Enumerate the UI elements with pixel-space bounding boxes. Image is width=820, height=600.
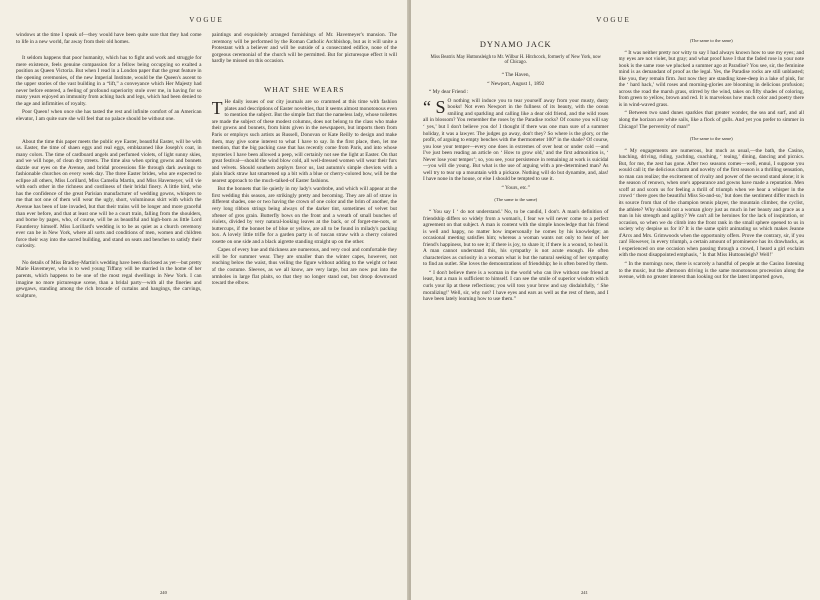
paragraph: paintings and exquisitely arranged furnishings of Mr. Havemeyer's mansion. The ceremony will be performed by the Roman Catholic Archbishop, but as it will unite a Protestant with a believer and will be outside of a consecrated edifice, none of the gorgeous ceremonial of the church will be permitted. But for picturesque effect it will hardly be missed on this occasion. xyxy=(211,32,397,65)
letter-date: “ Newport, August 1, 1892 xyxy=(487,80,545,87)
right-columns xyxy=(423,32,804,584)
letter-salutation: “ My dear Friend : xyxy=(429,89,469,96)
paragraph-dropcap xyxy=(212,99,398,184)
letter-label: (The same to the same) xyxy=(494,197,538,203)
article-subtitle: Miss Beatrix May Huttonsleigh to Mr. Wilbur H. Hitchcock, formerly of New York, now of Chicago. xyxy=(430,54,602,66)
left-page xyxy=(0,0,409,600)
page-header-right: VOGUE xyxy=(596,16,631,24)
drop-cap-letter: “ S xyxy=(423,96,446,117)
page-header-left: VOGUE xyxy=(189,16,224,24)
letter-label: (The same to the same) xyxy=(689,136,733,142)
left-column-2 xyxy=(212,32,398,584)
left-columns xyxy=(16,32,397,584)
paragraph: No details of Miss Bradley-Martin's wedding have been disclosed as yet—but pretty Marie Havemeyer, who is to wed young Tiffany will be married in the home of her parents, which happens to be one of the most regal dwellings in New York. I can imagine no more picturesque scene, than a bridal party—with all the fineries and gewgaws, standing among the rich brocade of curtains and hangings, the carvings, sculpture, xyxy=(16,259,202,299)
letter-label: (The same to the same) xyxy=(689,38,733,43)
paragraph-dropcap xyxy=(423,98,609,183)
section-title: WHAT SHE WEARS xyxy=(264,84,345,94)
left-column-1 xyxy=(16,32,202,584)
letter-place: “ The Haven, xyxy=(501,72,530,79)
paragraph: Capes of every hue and thickness are numerous, and very cool and comfortable they will be for summer wear. They are smaller than the winter capes, however, not reaching below the waist, thus veiling the figure without adding to the weight or heat of the costume. Sleeves, as we all know, are very large, but are now put into the armholes in large flat plaits, so that they no longer stand out, but droop downward toward the elbow. xyxy=(211,247,397,287)
letter-sign-off: “ Yours, etc.” xyxy=(501,184,530,191)
paragraph: Poor Queen! when once she has tasted the rest and infinite comfort of an American elevator, I am quite sure she will feel that no palace should be without one. xyxy=(16,109,202,123)
page-number-right: 241 xyxy=(581,590,588,595)
paragraph: “ My engagements are numerous, but much as usual,—the bath, the Casino, lunching, driving, riding, yachting, coaching, ‘ teaing,’ dining, dancing and picnics. But, for me, the zest has gone. After two seasons comes—well, ennui, I suppose you would call it; the delicious charm and novelty of the first season is a thrilling sensation, no man can realize; the excitement of rivalry and power of the second stand alone; it is the season of renown, when one's appearance and gowns have made a reputation. Men scoff at and scorn us for feeling a thrill of triumph when we hear a whisper in the crowd ‘ there goes the beautiful Miss So-and-so,’ but does the sentiment differ much in its source from that of the champion tennis player, the mountain climber, the cyclist, the athlete? Why should not a woman glory just as much in her beauty and grace as a man in his strength and agility? We can't all be heroines for the lack of inspiration, or occasion, so when we do climb into the front rank in the small sphere opened to us in society why despise us for it? It is the same spirit animating us which makes Jeanne d'Arcs and Mrs. Grimwoods when the opportunity offers. Prove the contrary, sir, if you can! However, in every triumph, a certain amount of prominence has its drawbacks, as I experienced on one occasion when passing through a crowd, I heard a girl exclaim with the most disappointed emphasis, ‘ Is that Miss Huttonsleigh? Well!’ xyxy=(618,147,804,259)
article-title: DYNAMO JACK xyxy=(479,40,552,49)
paragraph: It seldom happens that poor humanity, which has to fight and work and struggle for mere existence, feels genuine compassion for a fellow being occupying so exalted a position as Queen Victoria. But when I read in a London paper that the great feature in the opening ceremonies, of the new Imperial Institute, would be the Queen's ascent to the upper stories of the vast building in a “lift,” a conveyance which Her Majesty had never before entered, a feeling of profound superiority stole over me, in having for so many years enjoyed an immunity from aching back and legs, which had been denied to the age and infirmities of royalty. xyxy=(16,55,202,107)
paragraph-text: O nothing will induce you to tear yourself away from your musty, dusty books! Not even Newport in the fullness of its beauty, with the ocean smiling and sparkling and calling like a dear old friend, and the wild roses all in blossom? You remember the roses by the Paradise rocks? Of course you will say ‘ yes,’ but I don't believe you do! I thought if there was one man sure of a summer holiday, it was a lawyer. The judges go away, don't they? So where is the glory, or the profit, of arguing to empty benches with the thermometer 100° in the shade? Of course, you lose your temper—every one does in extremes of over heat or under cold —and I've just been reading an article on ‘ How to grow old,’ and the first admonition is, ‘ Never lose your temper’; so, you see, your persistence in remaining at work is suicidal—you will die young. But what is the use of arguing with a pre-determined man? As well try to tear up a mountain with a pickaxe. Nothing will do but dynamite, and, alas! I have none in the house, or else I should be tempted to use it. xyxy=(423,97,609,183)
right-column-1 xyxy=(423,32,609,584)
paragraph: “ Between two sand dunes sparkles that greater wonder, the sea and surf, and all along the horizon are white sails, like a flock of gulls. And yet you prefer to simmer in Chicago! The perversity of man!” xyxy=(618,110,804,130)
paragraph: “ It was neither pretty nor witty to say I had always known how to use my eyes; and my eyes are not violet, but gray; and what proof have I that the faded rose in your note book is the same rose we plucked a summer ago at Paradise? You see, sir, the feminine mind is as demandant of proof as the legal. Yes, the Paradise rocks are still unblasted; like you, they remain firm. Just now they are standing knee-deep in a lake of pink, for the ‘ hard hack,’ wild roses and morning-glories are blooming in delicious profusion; across the road the marsh grass, stirred by the wind, takes on fifty shades of coloring, from green to yellow, brown and red. It is marvelous how much color and poetry there is in wind-waved grass. xyxy=(618,49,804,108)
paragraph: “ In the mornings now, there is scarcely a handful of people at the Casino listening to the music, but the afternoon driving is the same monotonous procession along the avenue, with no greater interest than looking out for the latest imported gown, xyxy=(618,260,804,281)
paragraph: windows at the time I speak of—they would have been quite sure that they had come to life in a new world, far away from their old homes. xyxy=(16,32,202,45)
right-page xyxy=(411,0,820,600)
right-column-2 xyxy=(619,32,805,584)
paragraph: But the bonnets that lie quietly in my lady's wardrobe, and which will appear at the first wedding this season, are strikingly pretty and becoming. They are all of straw in different shades, one or two having the crown of one color and the brim of another, the very long ribbon strings being always of the darker tint, sometimes of velvet but oftener of gros grain. Butterfly bows on the front and a wreath of small bunches of violets, divided by very natural-looking leaves at the back, or of forget-me-nots, or buttercups, if the bonnet be of blue or yellow, are all to be found in milady's packing box. A lovely little trifle for a garden party is of tuscan straw with a cherry colored rosette on one side and a black aigrette standing straight up on the other. xyxy=(211,186,397,245)
paragraph-text: He daily issues of our city journals are so crammed at this time with fashion plates and descriptions of Easter novelties, that it seems almost monotonous even to mention the subject. But the simple fact that the nameless lady, whose toilettes are made the subject of these modest columns, does not belong to the class who make their gowns and bonnets, from hints given in the newspapers, but imports them from Paris or employs such artists as Russell, Donovan or Kate Reilly to design and make them, may give some interest to what I have to say. In the first place, then, let me mention, that the big packing case that has recently come from Paris, and into whose mysteries I have been allowed a peep, will certainly not see the light at Easter. On that great festival—should the wind blow cold, all well-dressed women will wear their furs and velvets. Should southern zephyrs favor us, last autumn's simple cheviots with a plain black straw hat smartened up a bit with a blue or cherry-colored bow, will be the nearest approach to the much-talked-of Easter fashions. xyxy=(211,99,397,184)
drop-cap-letter: T xyxy=(211,98,223,119)
page-number-left: 240 xyxy=(160,590,167,595)
paragraph: “ I don't believe there is a woman in the world who can live without one friend at least, but a man is sufficient to himself. I can see the smile of superior wisdom which curls your lip at these reflections; you will toss your brow and say disdainfully, ‘ She moralizing!’ Well, sir, why not? I have eyes and ears as well as the rest of them, and I have been lately learning how to use them.” xyxy=(423,269,609,303)
paragraph: “ You say I ‘ do not understand.’ No, to be candid, I don't. A man's definition of friendship differs so widely from a woman's, I fear we will never come to a perfect agreement on that subject. A man is content with the simple knowledge that his friend is well and happy, no matter how impersonally he comes by his knowledge; an occasional meeting satisfies him; whereas a woman wants not only to hear of her friend's happiness, but to see it; if there is joy, to share it; if there is a wound, to heal it. A man cannot understand this, his sympathy is not acute enough. He often characterizes as curiosity in a woman what is but the natural seeking of her sympathy to find an outlet. She loves the demonstrations of friendship; he is often bored by them. xyxy=(423,208,609,268)
paragraph: About the time this paper meets the public eye Easter, beautiful Easter, will be with us. Easter, the time of shaen eggs and real eggs, emblazoned like Joseph's coat, in many colors. The time of cardboard angels and perfumed violets, of light sunny skies, and we will hope, of clean dry streets. The time also when spring gowns and bonnets dazzle our eyes on the Avenue, and bridal processions file through dark awnings to fashionable churches on every week day. The three Easter brides, who are expected to eclipse all others, Miss Lorillard, Miss Camelia Martin, and Miss Havemeyer, will vie with each other in the richness and costliness of their bridal finery. A little bird, who has the confidence of the great Parisian manufacturer of wedding gowns, whispers to me that not one of them will wear the ugly, short, voluminous skirt with which the Avenue has been of late invaded, but that their trains will be longer and more graceful than ever before, and that at least one will be a court train, falling from the shoulders, and borne by pages, who, of course, will be as beautiful and high-born as little Lord Fauntleroy himself. Miss Lorillard's wedding is to be as quiet as a church ceremony ever can be in New York, where all sorts and conditions of men, women and children force their way into the sacred building, and stand on seats and benches to satisfy their curiosity. xyxy=(16,138,202,250)
